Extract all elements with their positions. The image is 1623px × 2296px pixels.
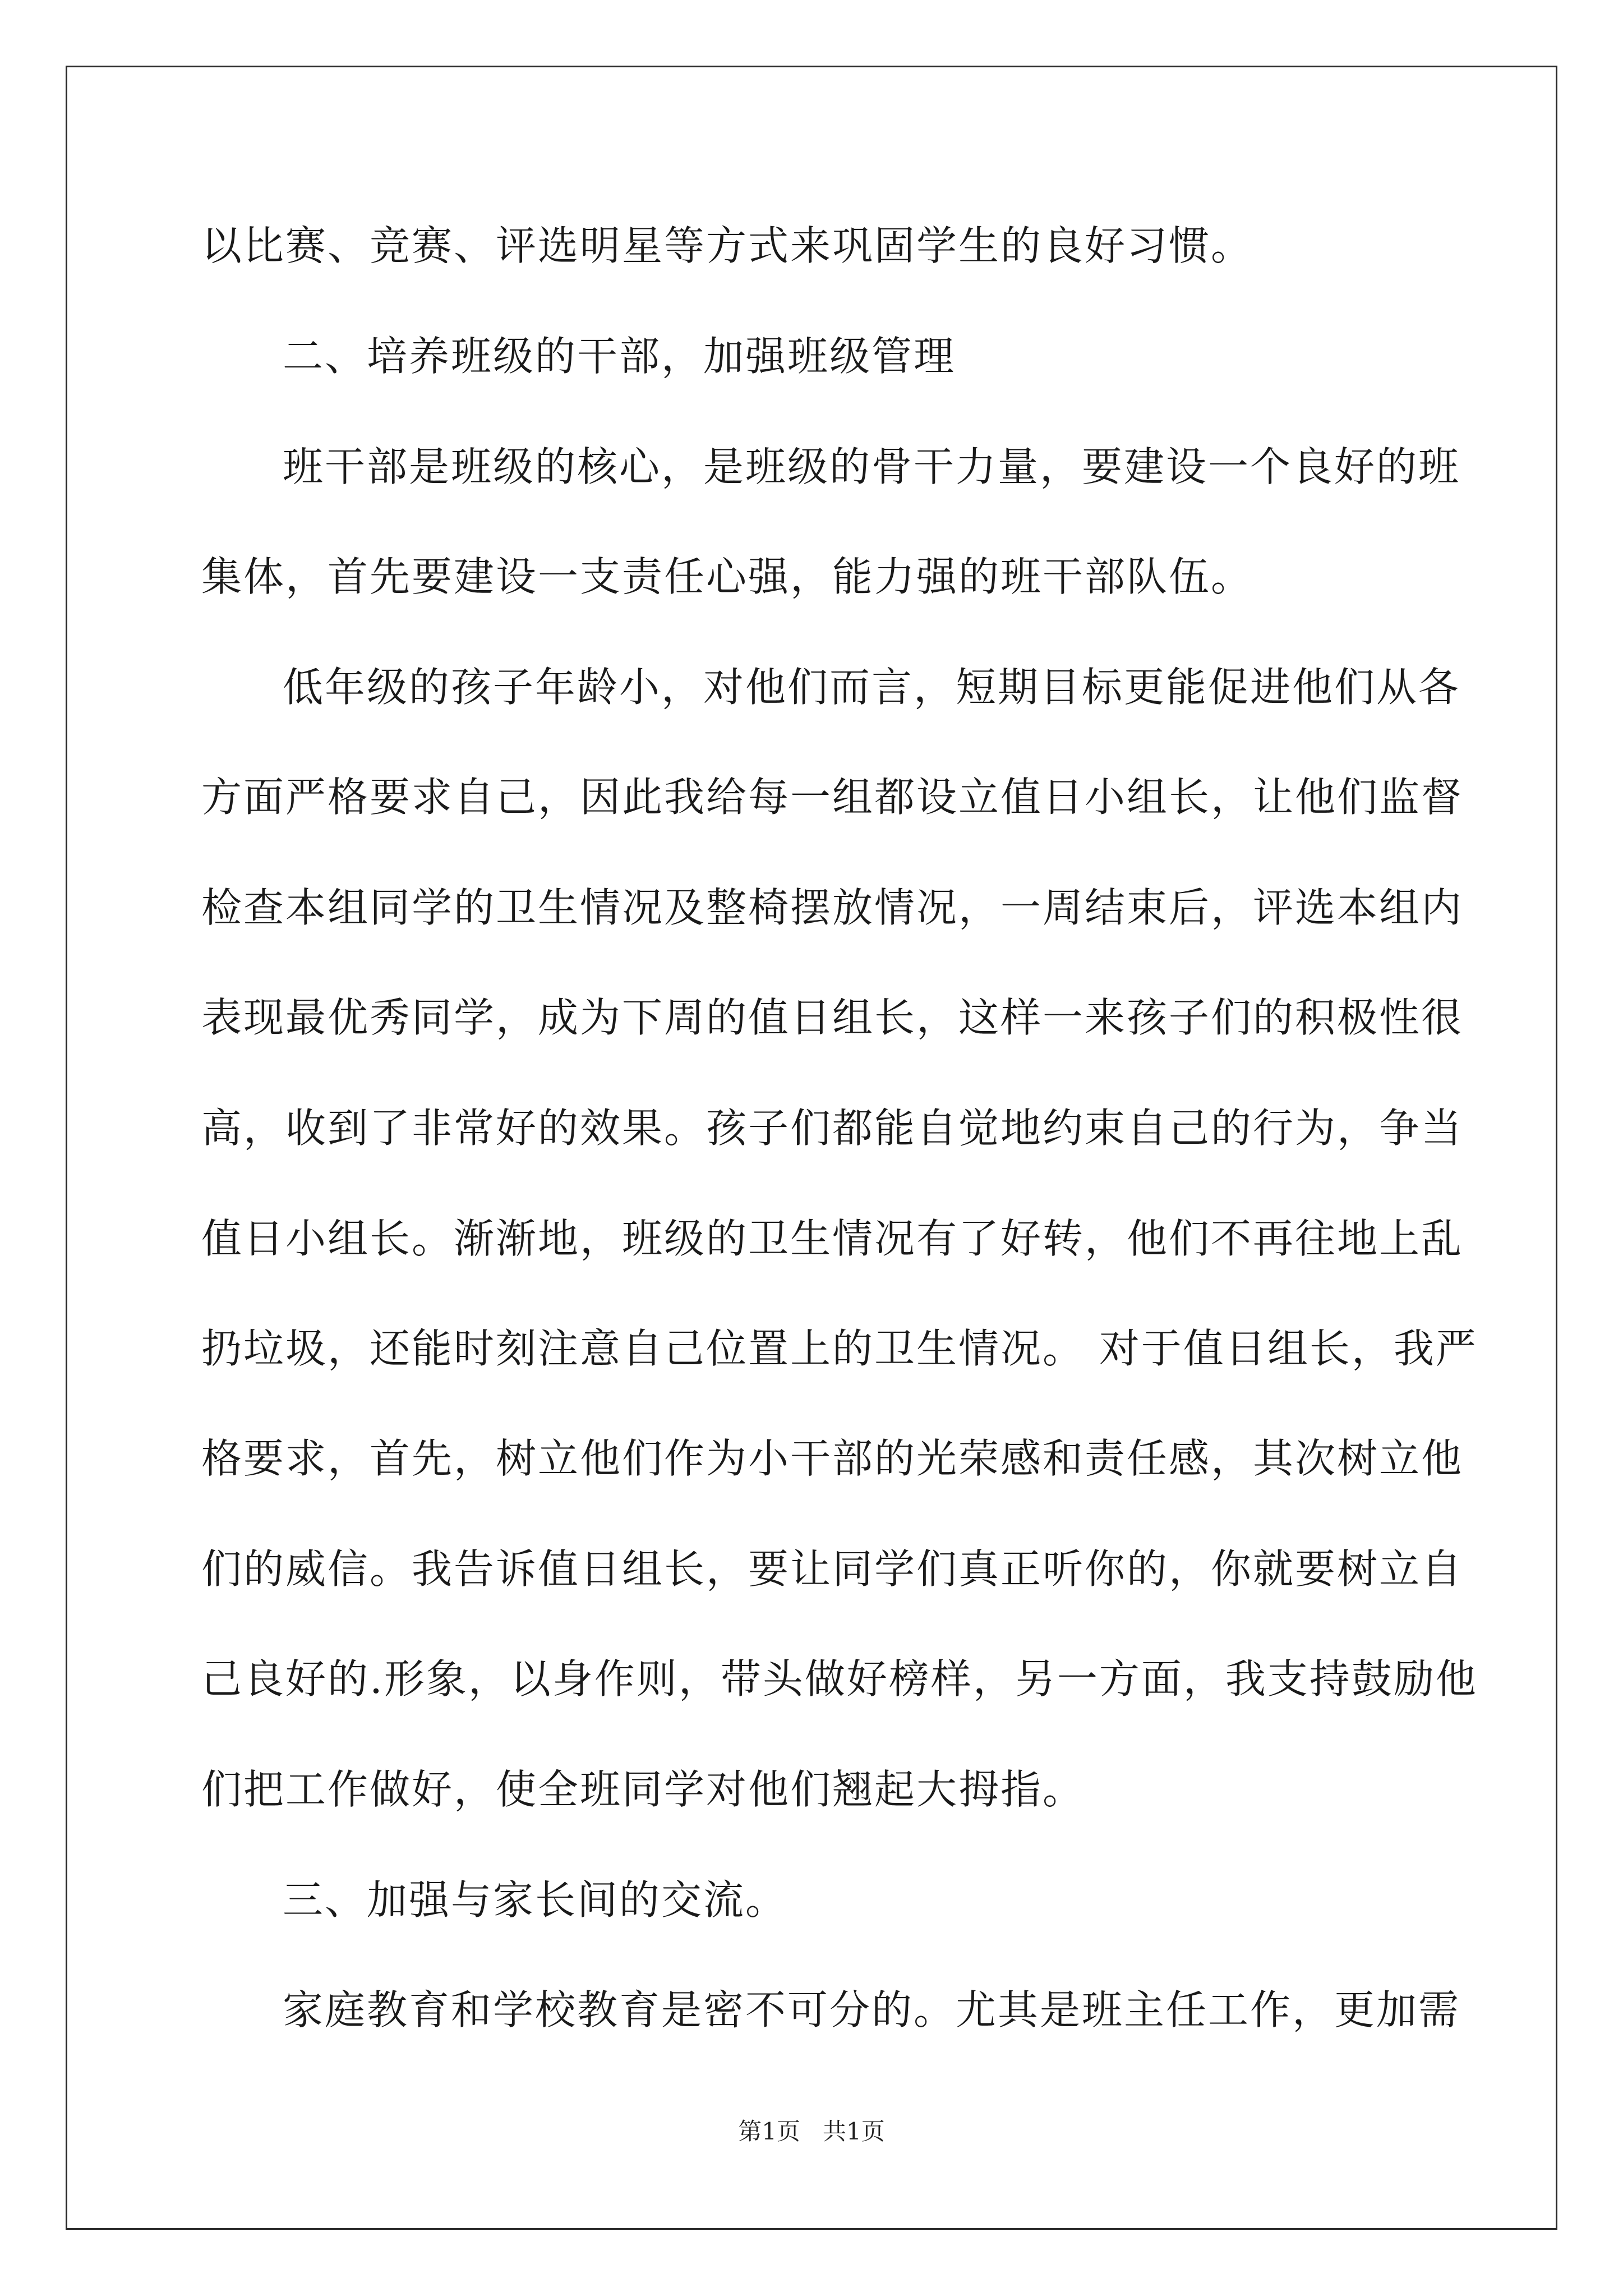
body-line: 以比赛、竞赛、评选明星等方式来巩固学生的良好习惯。	[201, 222, 1253, 269]
body-line: 们把工作做好，使全班同学对他们翘起大拇指。	[201, 1766, 1085, 1813]
paragraph-first-line: 低年级的孩子年龄小，对他们而言，短期目标更能促进他们从各	[283, 664, 1461, 711]
body-line: 表现最优秀同学，成为下周的值日组长，这样一来孩子们的积极性很	[201, 994, 1464, 1041]
paragraph-first-line: 家庭教育和学校教育是密不可分的。尤其是班主任工作，更加需	[283, 1986, 1461, 2033]
body-line: 格要求，首先，树立他们作为小干部的光荣感和责任感，其次树立他	[201, 1435, 1464, 1482]
section-heading: 二、培养班级的干部，加强班级管理	[283, 333, 956, 380]
paragraph-first-line: 班干部是班级的核心，是班级的骨干力量，要建设一个良好的班	[283, 443, 1461, 490]
body-line: 集体，首先要建设一支责任心强，能力强的班干部队伍。	[201, 553, 1253, 600]
page-footer	[0, 2115, 1623, 2148]
page-total: 共1页	[823, 2118, 885, 2145]
section-heading: 三、加强与家长间的交流。	[283, 1876, 788, 1924]
body-line: 们的威信。我告诉值日组长，要让同学们真正听你的，你就要树立自	[201, 1545, 1464, 1593]
body-line: 检查本组同学的卫生情况及整椅摆放情况，一周结束后，评选本组内	[201, 884, 1464, 931]
body-line: 扔垃圾，还能时刻注意自己位置上的卫生情况。 对于值日组长，我严	[201, 1325, 1478, 1372]
body-line: 方面严格要求自己，因此我给每一组都设立值日小组长，让他们监督	[201, 774, 1464, 821]
page-number: 第1页	[738, 2118, 800, 2145]
body-line: 值日小组长。渐渐地，班级的卫生情况有了好转，他们不再往地上乱	[201, 1215, 1464, 1262]
body-line: 高，收到了非常好的效果。孩子们都能自觉地约束自己的行为，争当	[201, 1105, 1464, 1152]
body-line: 己良好的.形象，以身作则，带头做好榜样，另一方面，我支持鼓励他	[201, 1655, 1478, 1703]
